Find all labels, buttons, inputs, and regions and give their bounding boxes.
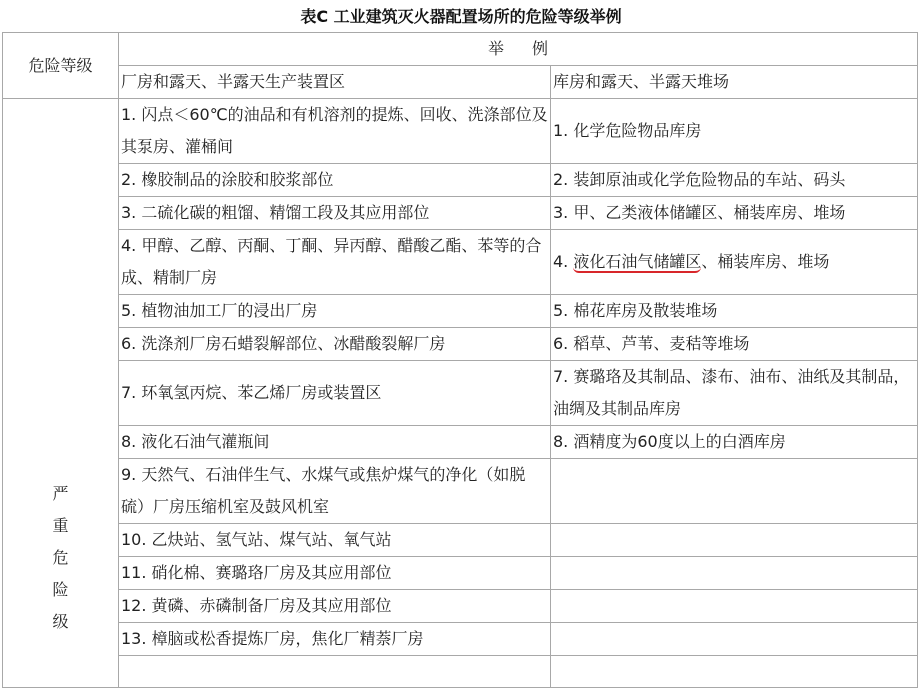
- hazard-level-header: 危险等级: [3, 33, 119, 99]
- storage-cell: [551, 524, 918, 557]
- storage-cell: 7. 赛璐珞及其制品、漆布、油布、油纸及其制品，油绸及其制品库房: [551, 361, 918, 426]
- table-row: [3, 426, 918, 459]
- storage-cell: 2. 装卸原油或化学危险物品的车站、码头: [551, 164, 918, 197]
- table-row: [3, 164, 918, 197]
- header-row: [3, 33, 918, 66]
- lpg-tank-highlight: 液化石油气储罐区: [573, 252, 702, 271]
- factory-cell: 4. 甲醇、乙醇、丙酮、丁酮、异丙醇、醋酸乙酯、苯等的合成、精制厂房: [119, 230, 551, 295]
- subheader-row: [3, 66, 918, 99]
- factory-cell: 9. 天然气、石油伴生气、水煤气或焦炉煤气的净化（如脱硫）厂房压缩机室及鼓风机室: [119, 459, 551, 524]
- table-row: [3, 656, 918, 688]
- factory-cell: [119, 656, 551, 688]
- factory-cell: 10. 乙炔站、氢气站、煤气站、氧气站: [119, 524, 551, 557]
- severe-hazard-label: 严 重 危 险 级: [52, 484, 69, 631]
- table-row: [3, 361, 918, 426]
- storage-cell: [551, 459, 918, 524]
- factory-cell: 11. 硝化棉、赛璐珞厂房及其应用部位: [119, 557, 551, 590]
- storage-cell: [551, 230, 918, 295]
- storage-column-header: 库房和露天、半露天堆场: [551, 66, 918, 99]
- storage-cell: 3. 甲、乙类液体储罐区、桶装库房、堆场: [551, 197, 918, 230]
- factory-cell: 13. 樟脑或松香提炼厂房，焦化厂精萘厂房: [119, 623, 551, 656]
- hazard-level-cell: [3, 99, 119, 688]
- table-row: [3, 295, 918, 328]
- storage-suffix: 、桶装库房、堆场: [701, 252, 830, 271]
- storage-cell: 8. 酒精度为60度以上的白酒库房: [551, 426, 918, 459]
- example-header-char: 例: [532, 39, 549, 58]
- factory-cell: 2. 橡胶制品的涂胶和胶浆部位: [119, 164, 551, 197]
- factory-cell: 7. 环氧氢丙烷、苯乙烯厂房或装置区: [119, 361, 551, 426]
- storage-cell: [551, 557, 918, 590]
- table-row: [3, 197, 918, 230]
- table-row: [3, 590, 918, 623]
- storage-cell: [551, 656, 918, 688]
- hazard-level-table: [2, 32, 918, 688]
- table-title: 表C 工业建筑灭火器配置场所的危险等级举例: [300, 7, 622, 26]
- factory-cell: 1. 闪点＜60℃的油品和有机溶剂的提炼、回收、洗涤部位及其泵房、灌桶间: [119, 99, 551, 164]
- storage-cell: 1. 化学危险物品库房: [551, 99, 918, 164]
- table-row: [3, 230, 918, 295]
- storage-cell: [551, 590, 918, 623]
- table-row: [3, 99, 918, 164]
- table-row: [3, 328, 918, 361]
- table-row: [3, 459, 918, 524]
- storage-cell: 5. 棉花库房及散装堆场: [551, 295, 918, 328]
- factory-cell: 5. 植物油加工厂的浸出厂房: [119, 295, 551, 328]
- storage-prefix: 4.: [553, 252, 574, 271]
- factory-cell: 8. 液化石油气灌瓶间: [119, 426, 551, 459]
- factory-cell: 12. 黄磷、赤磷制备厂房及其应用部位: [119, 590, 551, 623]
- table-row: [3, 623, 918, 656]
- storage-cell: 6. 稻草、芦苇、麦秸等堆场: [551, 328, 918, 361]
- table-row: [3, 557, 918, 590]
- storage-cell: [551, 623, 918, 656]
- example-header: [119, 33, 918, 66]
- example-header-char: 举: [487, 39, 504, 58]
- factory-column-header: 厂房和露天、半露天生产装置区: [119, 66, 551, 99]
- factory-cell: 3. 二硫化碳的粗馏、精馏工段及其应用部位: [119, 197, 551, 230]
- table-row: [3, 524, 918, 557]
- factory-cell: 6. 洗涤剂厂房石蜡裂解部位、冰醋酸裂解厂房: [119, 328, 551, 361]
